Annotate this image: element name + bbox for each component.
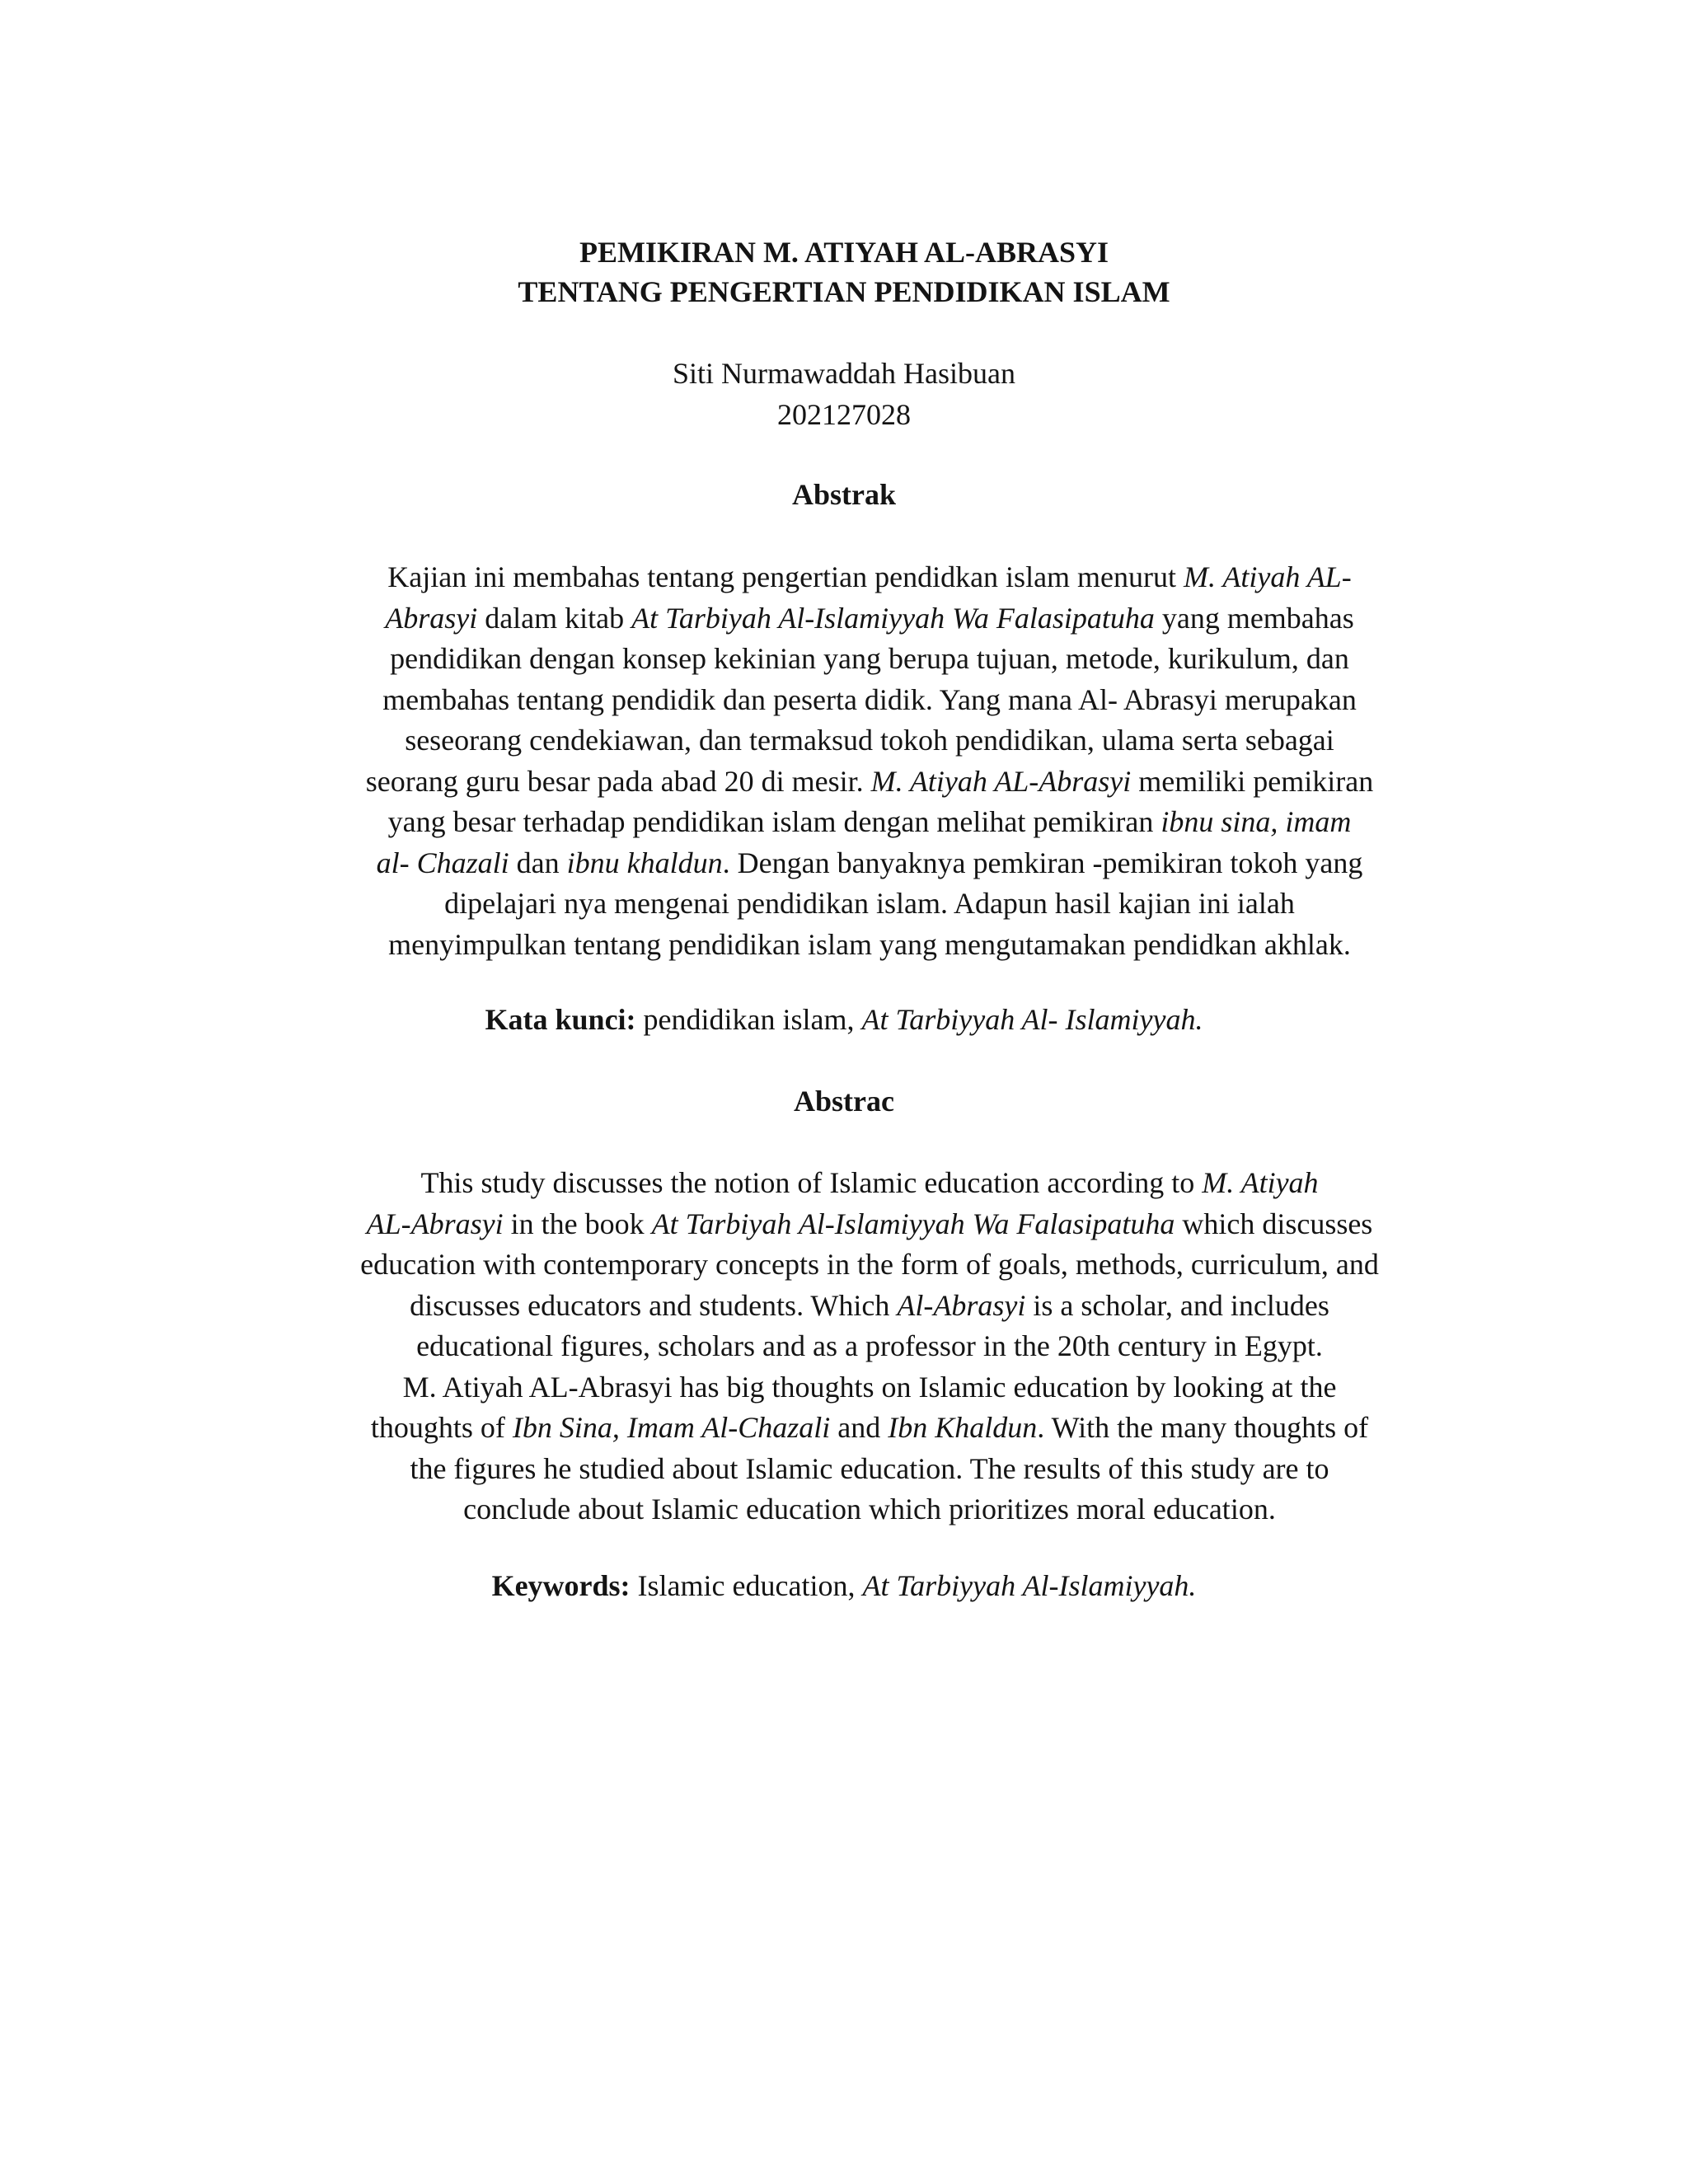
author-block bbox=[0, 353, 1688, 435]
italic-text: M. Atiyah bbox=[1202, 1166, 1319, 1199]
author-student-id: 202127028 bbox=[777, 398, 911, 431]
body-text: M. Atiyah AL-Abrasyi has big thoughts on Islamic education by looking at the bbox=[402, 1370, 1337, 1404]
abstract-line bbox=[305, 843, 1434, 884]
italic-text: At Tarbiyah Al-Islamiyyah Wa Falasipatuha bbox=[651, 1207, 1175, 1240]
abstract-line bbox=[305, 639, 1434, 680]
title-line-2: TENTANG PENGERTIAN PENDIDIKAN ISLAM bbox=[518, 275, 1170, 308]
abstract-line bbox=[305, 1244, 1434, 1286]
abstract-line bbox=[305, 1449, 1434, 1490]
author-name: Siti Nurmawaddah Hasibuan bbox=[673, 357, 1015, 390]
kata-kunci bbox=[0, 1000, 1688, 1039]
abstract-line bbox=[305, 883, 1434, 925]
abstract-line bbox=[305, 1286, 1434, 1327]
italic-text: ibnu khaldun bbox=[566, 846, 723, 879]
italic-text: M. Atiyah AL-Abrasyi bbox=[870, 764, 1132, 798]
body-text: dipelajari nya mengenai pendidikan islam. Adapun hasil kajian ini ialah bbox=[444, 887, 1295, 920]
keywords-italic: At Tarbiyyah Al-Islamiyyah. bbox=[862, 1569, 1197, 1602]
body-text: discusses educators and students. Which bbox=[410, 1288, 898, 1322]
body-text: is a scholar, and includes bbox=[1025, 1288, 1329, 1322]
abstract-line bbox=[305, 1408, 1434, 1449]
body-text: in the book bbox=[503, 1207, 652, 1240]
body-text: which discusses bbox=[1175, 1207, 1373, 1240]
abstrak-body bbox=[305, 557, 1434, 965]
body-text: dan bbox=[509, 846, 567, 879]
abstrak-heading: Abstrak bbox=[791, 478, 897, 511]
abstract-line bbox=[305, 720, 1434, 762]
abstrac-heading: Abstrac bbox=[794, 1085, 894, 1118]
abstrac-body bbox=[305, 1163, 1434, 1530]
abstract-line bbox=[305, 680, 1434, 721]
body-text: yang membahas bbox=[1154, 601, 1354, 635]
keywords-plain: Islamic education, bbox=[630, 1569, 863, 1602]
abstract-line bbox=[305, 762, 1434, 803]
abstract-line bbox=[305, 1489, 1434, 1530]
body-text: This study discusses the notion of Islamic education according to bbox=[420, 1166, 1203, 1199]
italic-text: Ibn Khaldun bbox=[888, 1411, 1038, 1444]
body-text: the figures he studied about Islamic education. The results of this study are to bbox=[410, 1451, 1329, 1485]
body-text: thoughts of bbox=[370, 1411, 513, 1444]
body-text: . With the many thoughts of bbox=[1037, 1411, 1369, 1444]
italic-text: AL-Abrasyi bbox=[366, 1207, 504, 1240]
abstract-line bbox=[305, 925, 1434, 966]
italic-text: ibnu sina, imam bbox=[1160, 805, 1352, 838]
abstract-line bbox=[305, 598, 1434, 640]
paper-title bbox=[0, 232, 1688, 312]
body-text: membahas tentang pendidik dan peserta didik. Yang mana Al- Abrasyi merupakan bbox=[382, 682, 1357, 716]
body-text: pendidikan dengan konsep kekinian yang berupa tujuan, metode, kurikulum, dan bbox=[390, 642, 1349, 675]
italic-text: At Tarbiyah Al-Islamiyyah Wa Falasipatuha bbox=[631, 601, 1155, 635]
title-line-1: PEMIKIRAN M. ATIYAH AL-ABRASYI bbox=[579, 236, 1109, 269]
body-text: seseorang cendekiawan, dan termaksud tokoh pendidikan, ulama serta sebagai bbox=[405, 724, 1334, 757]
body-text: . Dengan banyaknya pemkiran -pemikiran tokoh yang bbox=[722, 846, 1363, 879]
body-text: seorang guru besar pada abad 20 di mesir. bbox=[365, 764, 871, 798]
italic-text: Al-Abrasyi bbox=[897, 1288, 1026, 1322]
italic-text: M. Atiyah AL- bbox=[1184, 560, 1352, 593]
body-text: memiliki pemikiran bbox=[1131, 764, 1374, 798]
kata-kunci-italic: At Tarbiyyah Al- Islamiyyah. bbox=[861, 1003, 1203, 1036]
body-text: menyimpulkan tentang pendidikan islam yang mengutamakan pendidkan akhlak. bbox=[388, 927, 1351, 961]
kata-kunci-plain: pendidikan islam, bbox=[635, 1003, 862, 1036]
body-text: education with contemporary concepts in the form of goals, methods, curriculum, and bbox=[360, 1248, 1379, 1281]
abstract-line bbox=[305, 1204, 1434, 1245]
abstract-line bbox=[305, 1367, 1434, 1408]
body-text: yang besar terhadap pendidikan islam dengan melihat pemikiran bbox=[387, 805, 1161, 838]
italic-text: Abrasyi bbox=[385, 601, 478, 635]
abstract-line bbox=[305, 1163, 1434, 1204]
body-text: Kajian ini membahas tentang pengertian pendidkan islam menurut bbox=[387, 560, 1184, 593]
body-text: conclude about Islamic education which prioritizes moral education. bbox=[463, 1493, 1276, 1526]
keywords-label: Keywords: bbox=[491, 1569, 631, 1602]
body-text: educational figures, scholars and as a professor in the 20th century in Egypt. bbox=[416, 1329, 1323, 1362]
abstract-line bbox=[305, 802, 1434, 843]
body-text: and bbox=[830, 1411, 889, 1444]
italic-text: al- Chazali bbox=[376, 846, 509, 879]
abstract-line bbox=[305, 1326, 1434, 1367]
kata-kunci-label: Kata kunci: bbox=[485, 1003, 636, 1036]
italic-text: Ibn Sina, Imam Al-Chazali bbox=[512, 1411, 831, 1444]
body-text: dalam kitab bbox=[477, 601, 632, 635]
abstract-line bbox=[305, 557, 1434, 598]
keywords-en bbox=[0, 1566, 1688, 1605]
